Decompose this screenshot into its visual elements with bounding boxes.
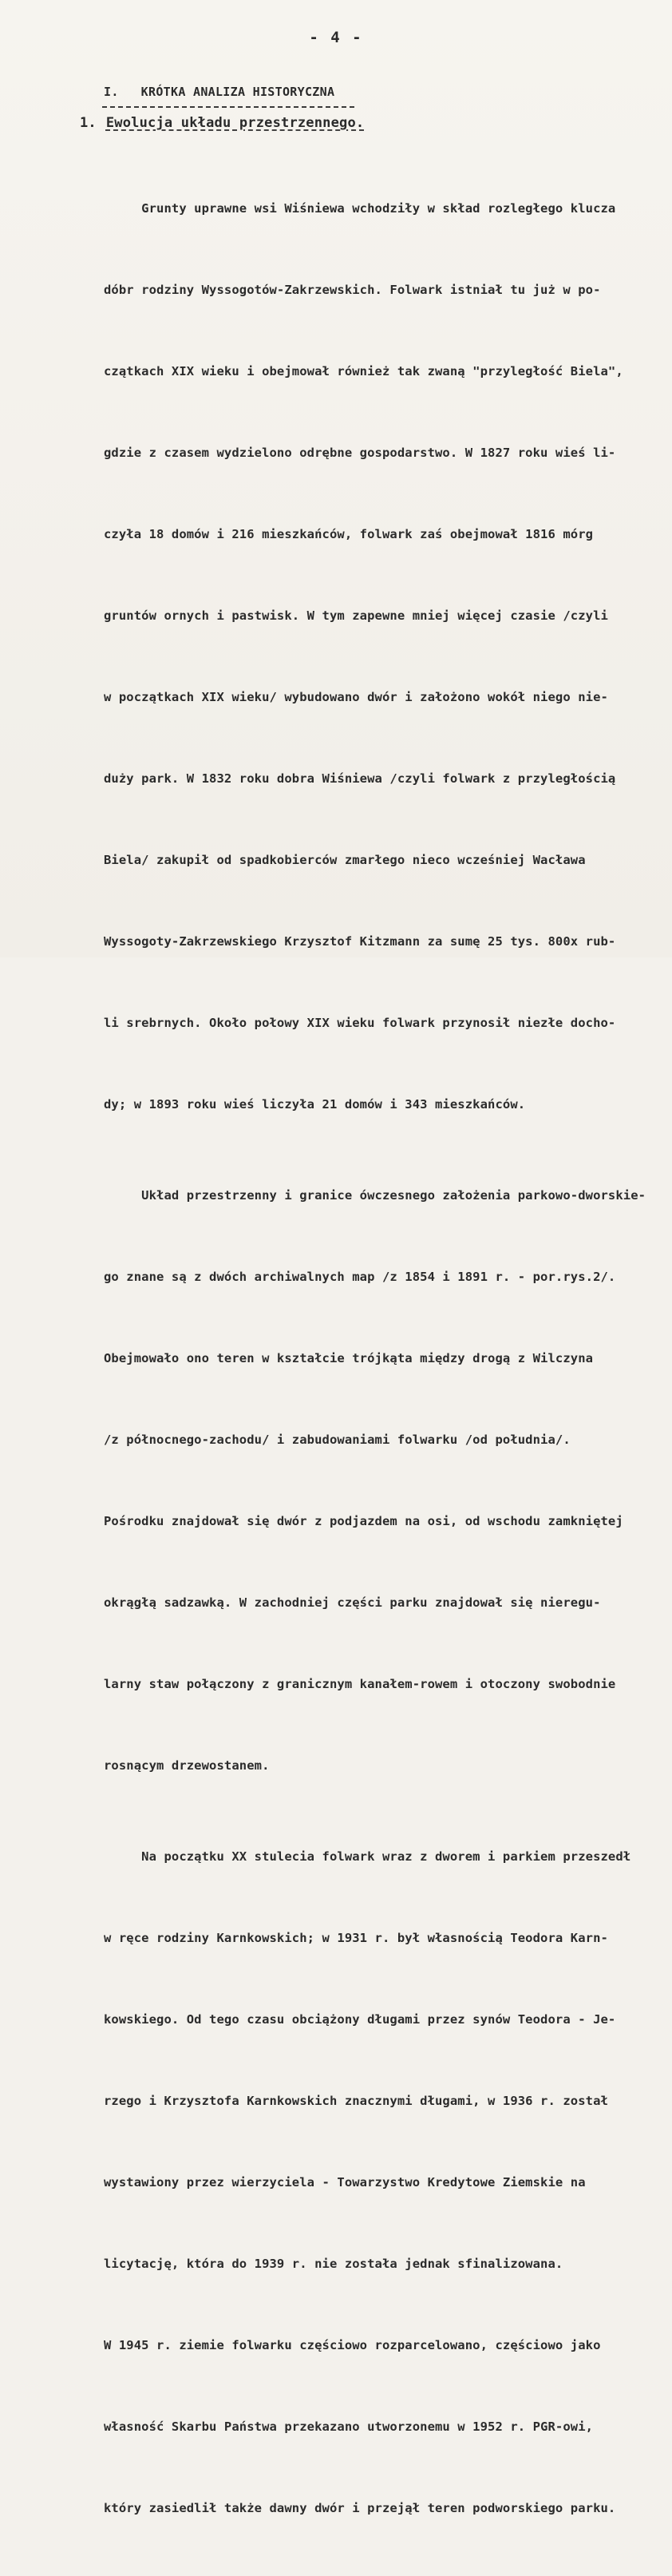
text-line: duży park. W 1832 roku dobra Wiśniewa /czyli folwark z przyległością (104, 771, 616, 786)
text-line: W 1945 r. ziemie folwarku częściowo rozparcelowano, częściowo jako (104, 2338, 601, 2352)
text-line: kowskiego. Od tego czasu obciążony długami przez synów Teodora - Je- (104, 2012, 616, 2027)
section-title: KRÓTKA ANALIZA HISTORYCZNA (140, 85, 335, 99)
text-line: własność Skarbu Państwa przekazano utworzonemu w 1952 r. PGR-owi, (104, 2419, 594, 2434)
section-heading (104, 85, 334, 99)
text-line: larny staw połączony z granicznym kanałem-rowem i otoczony swobodnie (104, 1677, 616, 1691)
text-line: Na początku XX stulecia folwark wraz z dworem i parkiem przeszedł (104, 1849, 631, 1864)
section-number: I. (104, 85, 119, 99)
text-line: rosnącym drzewostanem. (104, 1758, 270, 1773)
text-line: licytację, która do 1939 r. nie została jednak sfinalizowana. (104, 2257, 563, 2271)
text-line: dóbr rodziny Wyssogotów-Zakrzewskich. Folwark istniał tu już w po- (104, 283, 601, 297)
text-line: czątkach XIX wieku i obejmował również tak zwaną "przyległość Biela", (104, 364, 623, 378)
subsection-title: Ewolucja układu przestrzennego. (105, 115, 365, 131)
text-line: go znane są z dwóch archiwalnych map /z 1854 i 1891 r. - por.rys.2/. (104, 1270, 616, 1284)
text-line: Układ przestrzenny i granice ówczesnego założenia parkowo-dworskie- (104, 1188, 646, 1203)
text-line: rzego i Krzysztofa Karnkowskich znacznymi długami, w 1936 r. został (104, 2094, 608, 2108)
text-line: Pośrodku znajdował się dwór z podjazdem na osi, od wschodu zamkniętej (104, 1514, 623, 1528)
text-line: który zasiedlił także dawny dwór i przejął teren podworskiego parku. (104, 2501, 616, 2515)
text-line: dy; w 1893 roku wieś liczyła 21 domów i 343 mieszkańców. (104, 1097, 526, 1112)
page-number: - 4 - (309, 29, 363, 46)
subsection-heading (80, 115, 364, 131)
text-line: gdzie z czasem wydzielono odrębne gospodarstwo. W 1827 roku wieś li- (104, 446, 616, 460)
text-line: Wyssogoty-Zakrzewskiego Krzysztof Kitzmann za sumę 25 tys. 800x rub- (104, 934, 616, 949)
text-line: /z północnego-zachodu/ i zabudowaniami folwarku /od południa/. (104, 1433, 571, 1447)
body-text (104, 141, 662, 2576)
text-line: gruntów ornych i pastwisk. W tym zapewne mniej więcej czasie /czyli (104, 608, 608, 623)
subsection-number: 1. (80, 115, 97, 131)
text-line: Obejmowało ono teren w kształcie trójkąta między drogą z Wilczyna (104, 1351, 594, 1365)
text-line: okrągłą sadzawką. W zachodniej części parku znajdował się nieregu- (104, 1595, 601, 1610)
text-line: czyła 18 domów i 216 mieszkańców, folwark zaś obejmował 1816 mórg (104, 527, 594, 541)
heading-underline (102, 106, 354, 108)
text-line: wystawiony przez wierzyciela - Towarzystwo Kredytowe Ziemskie na (104, 2175, 586, 2190)
text-line: w ręce rodziny Karnkowskich; w 1931 r. był własnością Teodora Karn- (104, 1931, 608, 1945)
text-line: Grunty uprawne wsi Wiśniewa wchodziły w skład rozległego klucza (104, 201, 616, 216)
text-line: w początkach XIX wieku/ wybudowano dwór i założono wokół niego nie- (104, 690, 608, 704)
text-line: li srebrnych. Około połowy XIX wieku folwark przynosił niezłe docho- (104, 1016, 616, 1030)
text-line: Biela/ zakupił od spadkobierców zmarłego nieco wcześniej Wacława (104, 853, 586, 867)
